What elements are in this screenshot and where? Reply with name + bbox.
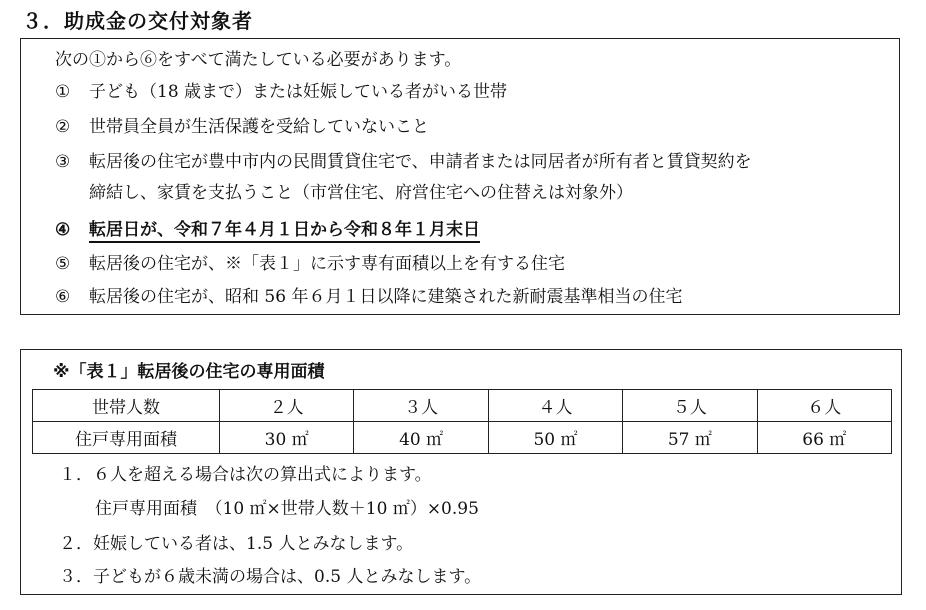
requirement-6 (55, 286, 682, 308)
row-header-area: 住戸専用面積 (33, 422, 220, 454)
table-row (33, 390, 892, 422)
area-cell: 40 ㎡ (354, 422, 488, 454)
household-cell: ３人 (354, 390, 488, 422)
requirement-5 (55, 253, 565, 275)
requirements-intro: 次の①から⑥をすべて満たしている必要があります。 (55, 50, 462, 70)
requirement-3 (55, 151, 752, 173)
household-cell: ４人 (488, 390, 622, 422)
note-2: ２．妊娠している者は、1.5 人とみなします。 (59, 534, 414, 554)
area-cell: 66 ㎡ (757, 422, 891, 454)
requirement-text: 転居後の住宅が、昭和 56 年６月１日以降に建築された新耐震基準相当の住宅 (89, 287, 683, 307)
requirement-number: ④ (55, 220, 71, 240)
note-3: ３．子どもが６歳未満の場合は、0.5 人とみなします。 (59, 567, 482, 587)
area-cell: 30 ㎡ (220, 422, 354, 454)
household-cell: ６人 (757, 390, 891, 422)
requirement-number: ⑥ (55, 287, 71, 307)
requirement-1 (55, 81, 507, 103)
area-cell: 50 ㎡ (488, 422, 622, 454)
household-cell: ５人 (623, 390, 757, 422)
requirements-box (20, 38, 900, 315)
requirement-2 (55, 116, 429, 138)
row-header-household: 世帯人数 (33, 390, 220, 422)
requirement-4 (55, 219, 480, 241)
requirement-number: ① (55, 82, 71, 102)
requirement-text-emphasized: 転居日が、令和７年４月１日から令和８年１月末日 (89, 220, 480, 243)
section-heading: ３．助成金の交付対象者 (22, 9, 253, 33)
table-row (33, 422, 892, 454)
requirement-text: 子ども（18 歳まで）または妊娠している者がいる世帯 (89, 82, 508, 102)
requirement-text: 転居後の住宅が、※「表１」に示す専有面積以上を有する住宅 (89, 254, 565, 274)
area-table (32, 389, 892, 454)
area-cell: 57 ㎡ (623, 422, 757, 454)
requirement-number: ② (55, 117, 71, 137)
note-1: １．６人を超える場合は次の算出式によります。 (59, 465, 432, 485)
area-table-title: ※「表１」転居後の住宅の専用面積 (53, 362, 325, 382)
requirement-3-continued: 締結し、家賃を支払うこと（市営住宅、府営住宅への住替えは対象外） (89, 183, 633, 203)
area-formula: 住戸専用面積 （10 ㎡×世帯人数＋10 ㎡）×0.95 (95, 499, 479, 519)
area-table-box (20, 349, 902, 595)
requirement-text: 転居後の住宅が豊中市内の民間賃貸住宅で、申請者または同居者が所有者と賃貸契約を (89, 152, 752, 172)
requirement-number: ③ (55, 152, 71, 172)
household-cell: ２人 (220, 390, 354, 422)
requirement-number: ⑤ (55, 254, 71, 274)
requirement-text: 世帯員全員が生活保護を受給していないこと (89, 117, 429, 137)
